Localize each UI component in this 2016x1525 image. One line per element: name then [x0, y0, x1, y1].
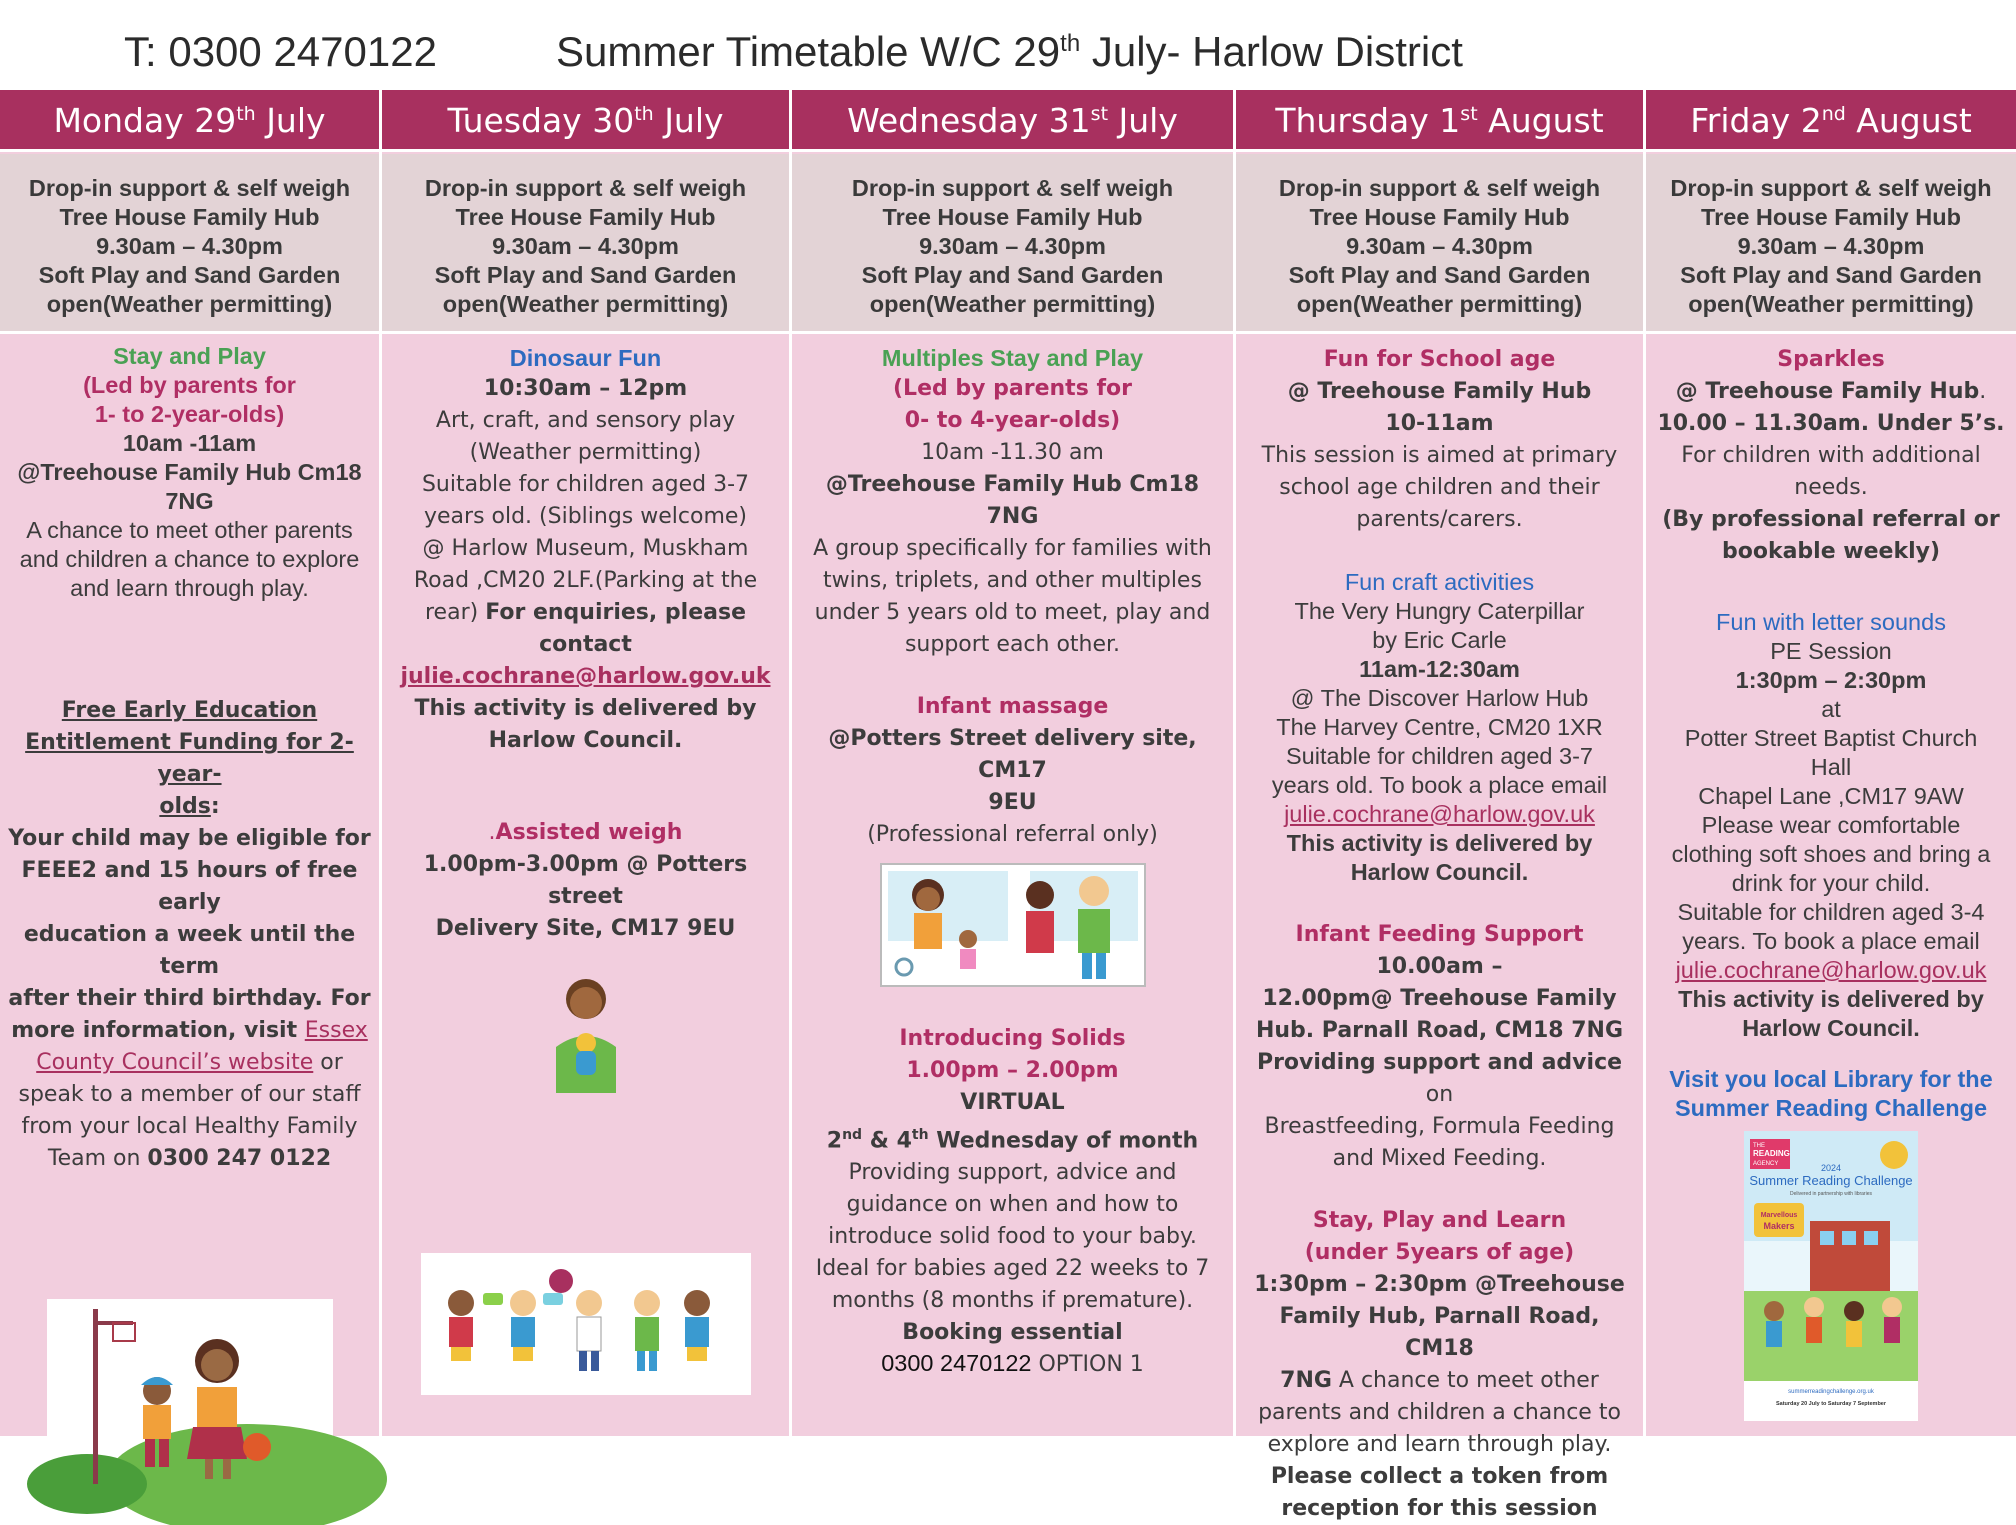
day-header-friday: Friday 2nd August: [1646, 90, 2016, 152]
day-header-monday: Monday 29th July: [0, 90, 379, 152]
page-title: [556, 28, 1463, 76]
page-header: [0, 0, 2016, 90]
column-friday: [1646, 90, 2016, 1436]
poster-agency: AGENCY: [1753, 1161, 1779, 1167]
library-promo: Visit you local Library for the: [1669, 1066, 1993, 1092]
poster-url: summerreadingchallenge.org.uk: [1788, 1389, 1874, 1395]
activity-title: Dinosaur Fun: [509, 345, 662, 371]
essex-link[interactable]: Essex: [304, 1018, 368, 1043]
timetable: [0, 90, 2016, 1521]
dropin-wednesday: Drop-in support & self weigh Tree House Family Hub 9.30am – 4.30pm Soft Play and Sand Garden open(Weather permitting): [792, 154, 1233, 334]
title-rest: July- Harlow District: [1080, 28, 1463, 75]
day-header-tuesday: Tuesday 30th July: [382, 90, 789, 152]
thursday-feeding: Infant Feeding Support 10.00am – 12.00pm@ Treehouse Family Hub. Parnall Road, CM18 7NG Providing support and advice on Breastfeeding, Formula Feeding and Mixed Feeding. Stay, Play and Learn (under 5years of age) 1:30pm – 2:30pm @Treehouse Family Hub, Parnall Road, CM18 7NG A chance to meet other parents and children a chance to explore and learn through play. Please collect a token from reception for this session: [1254, 922, 1625, 1521]
phone-number: T: 0300 2470122: [124, 28, 437, 75]
wednesday-activities: Multiples Stay and Play (Led by parents for 0- to 4-year-olds) 10am -11.30 am @Treehouse Family Hub Cm18 7NG A group specifically for families with twins, triplets, and other multiples under 5 years old to meet, play and support each other. Infant massage @Potters Street delivery site, CM17 9EU (Professional referral only): [792, 334, 1233, 851]
email-link[interactable]: julie.cochrane@harlow.gov.uk: [1284, 801, 1595, 827]
group-illustration: [421, 1253, 751, 1395]
activity-title: Sparkles: [1777, 347, 1885, 372]
parent-baby-illustration: [546, 977, 626, 1093]
tuesday-activities: Dinosaur Fun 10:30am – 12pm Art, craft, and sensory play (Weather permitting) Suitable for children aged 3-7 years old. (Siblings welcome) @ Harlow Museum, Muskham Road ,CM20 2LF.(Parking at the rear) For enquiries, please contact julie.cochrane@harlow.gov.uk This activity is delivered by Harlow Council. .Assisted weigh 1.00pm-3.00pm @ Potters street Delivery Site, CM17 9EU: [382, 334, 789, 945]
thursday-activities: Fun for School age @ Treehouse Family Hub 10-11am This session is aimed at primary school age children and their parents/carers.: [1236, 334, 1643, 536]
email-link[interactable]: julie.cochrane@harlow.gov.uk: [1675, 957, 1987, 983]
dropin-friday: Drop-in support & self weigh Tree House Family Hub 9.30am – 4.30pm Soft Play and Sand Garden open(Weather permitting): [1646, 154, 2016, 334]
poster-agency-the: THE: [1753, 1143, 1765, 1149]
column-tuesday: [382, 90, 792, 1436]
day-header-thursday: Thursday 1st August: [1236, 90, 1643, 152]
summer-reading-poster: [1744, 1131, 1918, 1421]
title-sup: th: [1060, 30, 1081, 57]
email-link[interactable]: julie.cochrane@harlow.gov.uk: [400, 664, 771, 689]
poster-dates: Saturday 20 July to Saturday 7 September: [1775, 1401, 1887, 1407]
wednesday-solids: Introducing Solids 1.00pm – 2.00pm VIRTUAL 2nd & 4th Wednesday of month Providing support, advice and guidance on when and how to introduce solid food to your baby. Ideal for babies aged 22 weeks to 7 months (8 months if premature). Booking essential 0300 2470122 OPTION 1: [815, 1026, 1210, 1378]
poster-agency-reading: READING: [1753, 1149, 1790, 1158]
monday-activities: Stay and Play (Led by parents for 1- to 2-year-olds) 10am -11am @Treehouse Family Hub Cm18 7NG A chance to meet other parents and children a chance to explore and learn through play.: [0, 334, 379, 603]
poster-year: 2024: [1820, 1163, 1842, 1173]
dropin-thursday: Drop-in support & self weigh Tree House Family Hub 9.30am – 4.30pm Soft Play and Sand Garden open(Weather permitting): [1236, 154, 1643, 334]
title-main: Summer Timetable W/C 29: [556, 28, 1061, 75]
family-illustration: [880, 863, 1146, 987]
activity-title: Fun for School age: [1323, 347, 1556, 372]
friday-letter-sounds: Fun with letter sounds PE Session 1:30pm – 2:30pm at Potter Street Baptist Church Hall Chapel Lane ,CM17 9AW Please wear comfortable clothing soft shoes and bring a drink for your child. Suitable for children aged 3-4 years. To book a place email julie.cochrane@harlow.gov.uk This activity is delivered by Harlow Council. Visit you local Library for the Summer Reading Challenge: [1646, 568, 2016, 1123]
day-header-wednesday: Wednesday 31st July: [792, 90, 1233, 152]
poster-partner: Delivered in partnership with libraries: [1790, 1191, 1872, 1197]
column-wednesday: [792, 90, 1236, 1436]
activity-title: Multiples Stay and Play: [881, 345, 1144, 371]
dropin-monday: Drop-in support & self weigh Tree House Family Hub 9.30am – 4.30pm Soft Play and Sand Garden open(Weather permitting): [0, 154, 379, 334]
poster-makers: Makers: [1763, 1221, 1795, 1231]
thursday-craft: Fun craft activities The Very Hungry Caterpillar by Eric Carle 11am-12:30am @ The Discover Harlow Hub The Harvey Centre, CM20 1XR Suitable for children aged 3-7 years old. To book a place email julie.cochrane@harlow.gov.uk This activity is delivered by Harlow Council.: [1236, 536, 1643, 887]
monday-feee: Free Early Education Entitlement Funding for 2-year- olds: Your child may be eligible for FEEE2 and 15 hours of free early education a week until the term after their third birthday. For more information, visit Essex County Council’s website or speak to a member of our staff from your local Healthy Family Team on 0300 247 0122: [8, 698, 371, 1171]
dropin-tuesday: Drop-in support & self weigh Tree House Family Hub 9.30am – 4.30pm Soft Play and Sand Garden open(Weather permitting): [382, 154, 789, 334]
activity-title: Stay and Play: [113, 343, 266, 369]
poster-marvellous: Marvellous: [1760, 1212, 1798, 1219]
essex-website-link[interactable]: County Council’s website: [36, 1050, 314, 1075]
basketball-family-illustration: [47, 1299, 333, 1489]
column-thursday: [1236, 90, 1646, 1521]
friday-activities: Sparkles @ Treehouse Family Hub. 10.00 – 11.30am. Under 5’s. For children with additional needs. (By professional referral or bookable weekly): [1646, 334, 2016, 568]
column-monday: [0, 90, 382, 1436]
poster-title: Summer Reading Challenge: [1749, 1173, 1913, 1188]
